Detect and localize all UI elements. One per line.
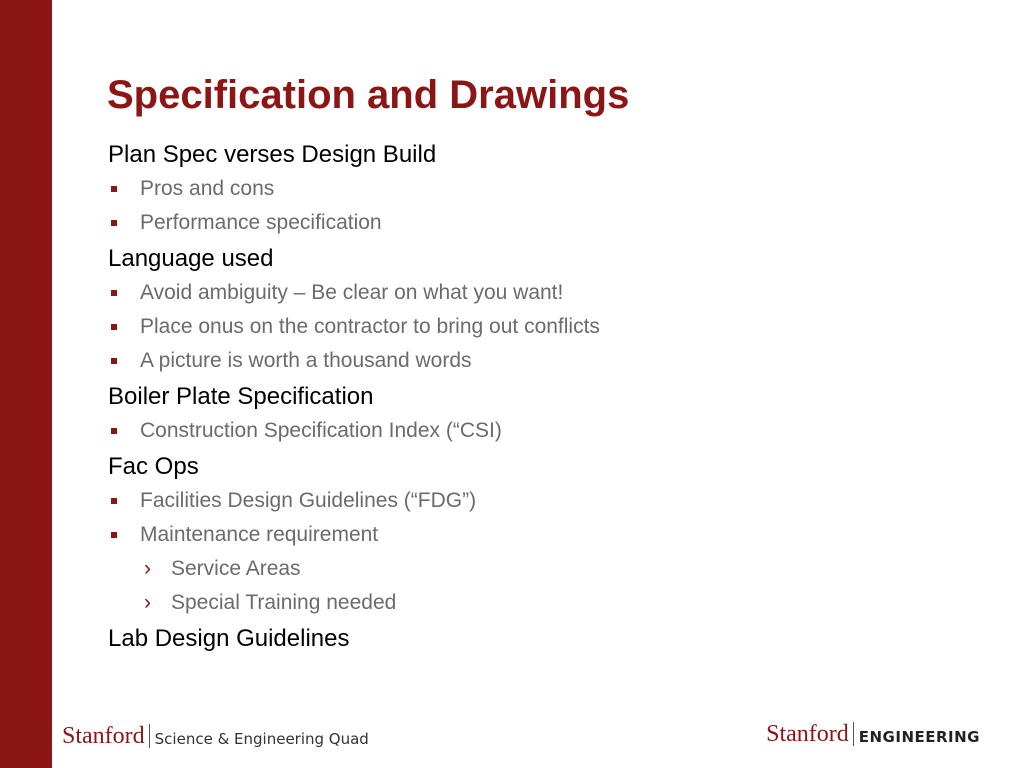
square-bullet-icon xyxy=(111,498,117,504)
bullet-text: Maintenance requirement xyxy=(140,523,379,546)
square-bullet-icon xyxy=(111,532,117,538)
bullet-text: Avoid ambiguity – Be clear on what you want! xyxy=(140,281,564,304)
square-bullet-icon xyxy=(111,324,117,330)
square-bullet-icon xyxy=(111,358,117,364)
chevron-right-icon: › xyxy=(144,591,151,614)
logo-divider xyxy=(853,722,854,746)
bullet-text: Pros and cons xyxy=(140,177,275,200)
sub-bullet-text: Special Training needed xyxy=(171,591,397,614)
left-accent-bar xyxy=(0,0,52,768)
heading-language-used: Language used xyxy=(108,245,274,272)
bullet-text: Performance specification xyxy=(140,211,382,234)
footer-logo-right xyxy=(766,716,980,748)
square-bullet-icon xyxy=(111,290,117,296)
heading-boiler-plate: Boiler Plate Specification xyxy=(108,383,374,410)
bullet-item xyxy=(108,172,988,206)
bullet-item xyxy=(108,276,988,310)
bullet-item xyxy=(108,518,988,552)
sub-bullet-item xyxy=(108,552,988,586)
footer-logo-left xyxy=(62,718,369,750)
bullet-item xyxy=(108,414,988,448)
footer-subtitle-right: ENGINEERING xyxy=(858,728,980,746)
footer-subtitle-left: Science & Engineering Quad xyxy=(154,730,369,748)
square-bullet-icon xyxy=(111,186,117,192)
slide-title: Specification and Drawings xyxy=(107,73,630,117)
sub-bullet-text: Service Areas xyxy=(171,557,301,580)
stanford-wordmark: Stanford xyxy=(766,721,849,747)
square-bullet-icon xyxy=(111,428,117,434)
heading-fac-ops: Fac Ops xyxy=(108,453,199,480)
chevron-right-icon: › xyxy=(144,557,151,580)
bullet-text: Facilities Design Guidelines (“FDG”) xyxy=(140,489,477,512)
logo-divider xyxy=(149,724,150,748)
stanford-wordmark: Stanford xyxy=(62,723,145,749)
bullet-item xyxy=(108,344,988,378)
heading-plan-spec: Plan Spec verses Design Build xyxy=(108,141,437,168)
bullet-text: Construction Specification Index (“CSI) xyxy=(140,419,502,442)
square-bullet-icon xyxy=(111,220,117,226)
bullet-item xyxy=(108,484,988,518)
heading-lab-design: Lab Design Guidelines xyxy=(108,625,350,652)
bullet-text: Place onus on the contractor to bring out conflicts xyxy=(140,315,600,338)
bullet-item xyxy=(108,310,988,344)
bullet-text: A picture is worth a thousand words xyxy=(140,349,472,372)
sub-bullet-item xyxy=(108,586,988,620)
slide-body xyxy=(108,138,988,656)
bullet-item xyxy=(108,206,988,240)
